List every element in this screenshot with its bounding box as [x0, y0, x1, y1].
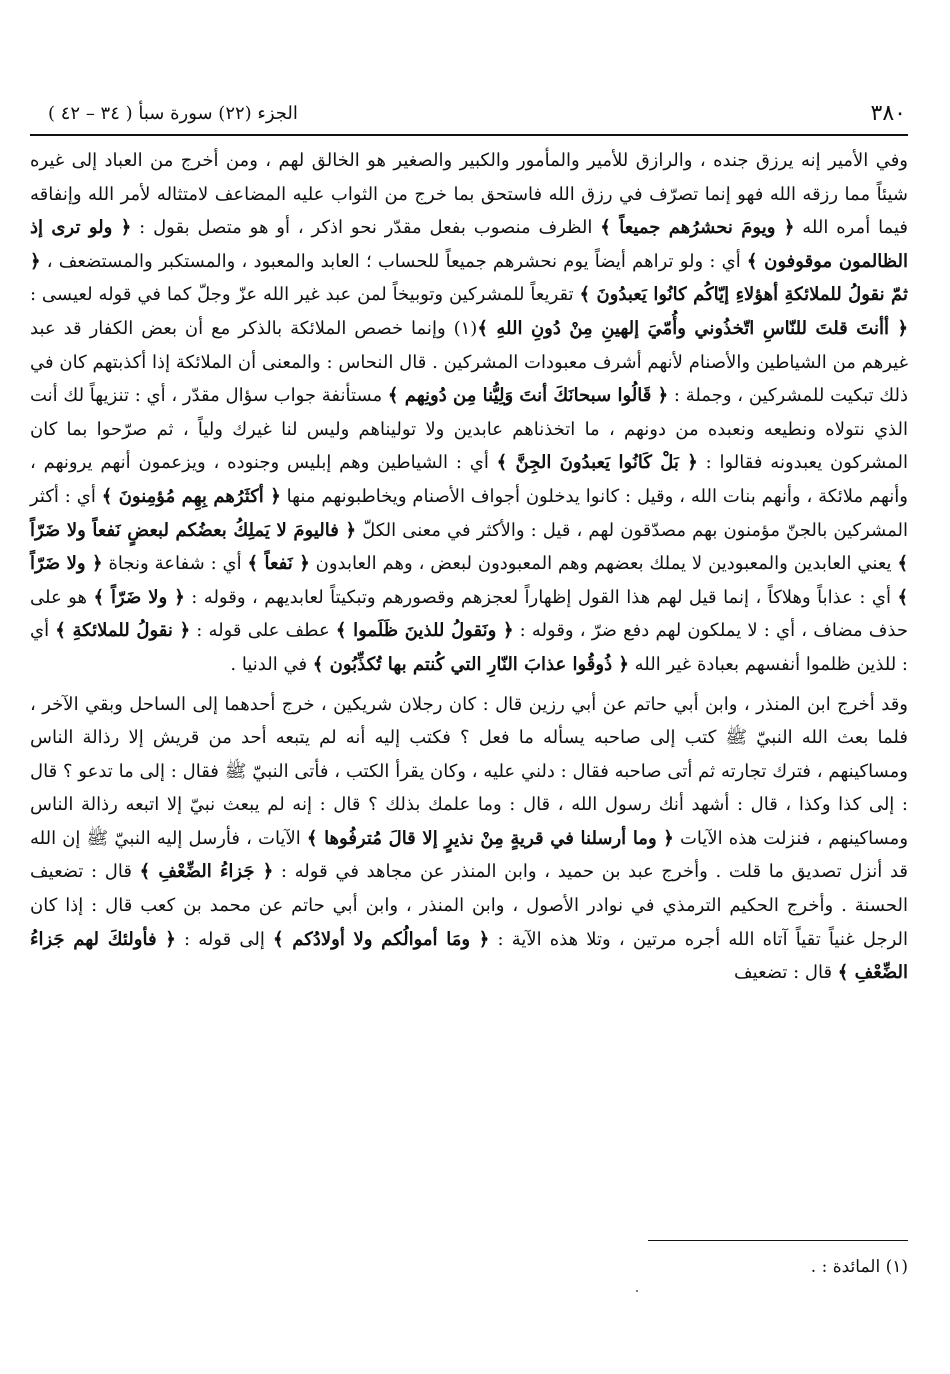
commentary-text: أي : للذين ظلموا أنفسهم بعبادة غير الله — [30, 620, 908, 675]
commentary-text: يعني العابدين والمعبودين لا يملك بعضهم وهم المعبودون لبعض ، وهم العابدون — [309, 553, 898, 575]
page-number: ٣٨٠ — [870, 101, 906, 126]
quran-quote: ﴿ ولو ترى إذ الظالمون موقوفون ﴾ — [30, 217, 908, 272]
quran-quote: ﴿ جَزاءُ الضِّعْفِ ﴾ — [139, 861, 274, 883]
commentary-text: الظرف منصوب بفعل مقدّر نحو اذكر ، أو هو متصل بقول : — [131, 217, 601, 239]
commentary-text: الآيات ، فأرسل إليه النبيّ ﷺ إن الله قد أنزل تصديق ما قلت . وأخرج عبد بن حميد ، وابن المنذر عن مجاهد في قوله : — [30, 827, 909, 883]
quran-quote: ﴿ ويومَ نحشرُهم جميعاً ﴾ — [600, 217, 795, 239]
commentary-text: مستأنفة جواب سؤال مقدّر ، أي : تنزيهاً لك أنت الذي نتولاه ونطيعه ونعبده من دونهم ، ما اتخذناهم عابدين ولا توليناهم وليس لنا غيرك ولياً ، ثم صرّحوا بما كان المشركون يعبدونه فقالوا : — [30, 385, 908, 474]
quran-quote: ﴿ فاليومَ لا يَملِكُ بعضُكم لبعضٍ نَفعاً ولا ضَرّاً ﴾ — [30, 519, 908, 575]
quran-quote: ﴿ ومَا أموالُكم ولا أولادُكم ﴾ — [273, 928, 490, 950]
quran-quote: ﴿ ونَقولُ للذينَ ظَلَموا ﴾ — [335, 620, 514, 642]
commentary-text: (١) وإنما خصص الملائكة بالذكر مع أن بعض الكفار قد عبد غيرهم من الشياطين والأصنام لأنهم أشرف معبودات المشركين . قال النحاس : والمعنى أن الملائكة إذا أكذبتهم كان في ذلك تبكيت للمشركين ، وجملة : — [30, 317, 908, 407]
commentary-text: قال : تضعيف الحسنة . وأخرج الحكيم الترمذي في نوادر الأصول ، وابن المنذر ، وابن أبي حاتم عن محمد بن كعب قال : إذا كان الرجل غنياً تقياً آتاه الله أجره مرتين ، وتلا هذه الآية : — [30, 861, 909, 950]
commentary-text: تقريعاً للمشركين وتوبيخاً لمن عبد غير الله عزّ وجلّ كما في قوله لعيسى : — [30, 284, 580, 306]
footnote: (١) المائدة : . — [810, 1257, 908, 1277]
quran-quote: ﴿ أكثَرُهم بِهِم مُؤمِنونَ ﴾ — [101, 485, 281, 507]
commentary-text: أي : شفاعة ونجاة — [102, 553, 248, 575]
header-rule — [30, 134, 908, 136]
quran-quote: ﴿ بَلْ كَانُوا يَعبدُونَ الجِنَّ ﴾ — [496, 452, 698, 474]
page-header — [48, 98, 906, 130]
paragraph-2 — [30, 688, 908, 990]
commentary-text: أي : الشياطين وهم إبليس وجنوده ، ويزعمون أنهم يرونهم ، وأنهم ملائكة ، وأنهم بنات الله ، وقيل : كانوا يدخلون أجواف الأصنام ويخاطبونهم منها — [30, 452, 908, 507]
quran-quote: ﴿ فأولئكَ لهم جَزاءُ الضِّعْفِ ﴾ — [30, 928, 908, 984]
quran-quote: ﴿ ولا ضَرّاً ﴾ — [93, 586, 185, 608]
quran-quote: ﴿ ثمّ نقولُ للملائكةِ أهؤلاءِ إيّاكُم كانُوا يَعبدُونَ ﴾ — [30, 250, 909, 306]
quran-quote: ﴿ ذُوقُوا عذابَ النّارِ التي كُنتم بها تُكذِّبُون ﴾ — [312, 653, 629, 675]
commentary-text: أي : أكثر المشركين بالجنّ مؤمنون بهم مصدّقون لهم ، قيل : والأكثر في معنى الكلّ — [30, 485, 908, 541]
commentary-text: قال : تضعيف — [734, 962, 838, 984]
quran-quote: ﴿ نقولُ للملائكةِ ﴾ — [55, 620, 191, 642]
quran-quote: ﴿ أأنتَ قلتَ للنّاسِ اتّخذُوني وأُمّيَ إلهينِ مِنْ دُونِ اللهِ ﴾ — [477, 317, 908, 339]
running-title: الجزء (٢٢) سورة سبأ ( ٣٤ – ٤٢ ) — [48, 103, 298, 124]
commentary-text: أي : عذاباً وهلاكاً ، إنما قيل لهم هذا القول إظهاراً لعجزهم وقصورهم وتبكيتاً لعابديهم ، وقوله : — [184, 586, 898, 608]
body-text — [30, 144, 908, 990]
scan-speck — [636, 1290, 638, 1292]
commentary-text: هو على حذف مضاف ، أي : لا يملكون لهم دفع ضرّ ، وقوله : — [30, 586, 908, 642]
quran-quote: ﴿ قَالُوا سبحانَكَ أنتَ وَلِيُّنا مِن دُونِهم ﴾ — [387, 385, 669, 407]
commentary-text: إلى قوله : — [175, 928, 274, 950]
footnote-rule — [648, 1240, 908, 1241]
commentary-text: أي : ولو تراهم أيضاً يوم نحشرهم جميعاً للحساب ؛ العابد والمعبود ، والمستكبر والمستضعف ، — [40, 250, 747, 272]
quran-quote: ﴿ نَفعاً ﴾ — [247, 553, 310, 575]
commentary-text: وفي الأمير إنه يرزق جنده ، والرازق للأمير والمأمور والكبير والصغير هو الخالق لهم ، ومن أخرج من العباد إلى غيره شيئاً مما رزقه الله فهو إنما تصرّف في رزق الله فاستحق بما خرج من الثواب عليه المضاعف لامتثاله لأمر الله وإنفاقه فيما أمره الله — [30, 150, 908, 239]
commentary-text: وقد أخرج ابن المنذر ، وابن أبي حاتم عن أبي رزين قال : كان رجلان شريكين ، خرج أحدهما إلى الساحل وبقي الآخر ، فلما بعث الله النبيّ ﷺ كتب إلى صاحبه يسأله ما فعل ؟ فكتب إليه أنه لم يتبعه أحد من قريش إلا رذالة الناس ومساكينهم ، فترك تجارته ثم أتى صاحبه فقال : دلني عليه ، وكان يقرأ الكتب ، فأتى النبيّ ﷺ فقال : إلى ما تدعو ؟ قال : إلى كذا وكذا ، قال : أشهد أنك رسول الله ، قال : وما علمك بذلك ؟ قال : إنه لم يبعث نبيّ إلا اتبعه رذالة الناس ومساكينهم ، فنزلت هذه الآيات — [30, 693, 909, 849]
commentary-text: في الدنيا . — [230, 653, 313, 675]
paragraph-1 — [30, 144, 908, 682]
quran-quote: ﴿ وما أرسلنا في قريةٍ مِنْ نذيرٍ إلا قالَ مُترفُوها ﴾ — [306, 827, 674, 849]
commentary-text: عطف على قوله : — [190, 620, 336, 642]
quran-quote: ﴿ ولا ضَرّاً ﴾ — [30, 553, 908, 608]
